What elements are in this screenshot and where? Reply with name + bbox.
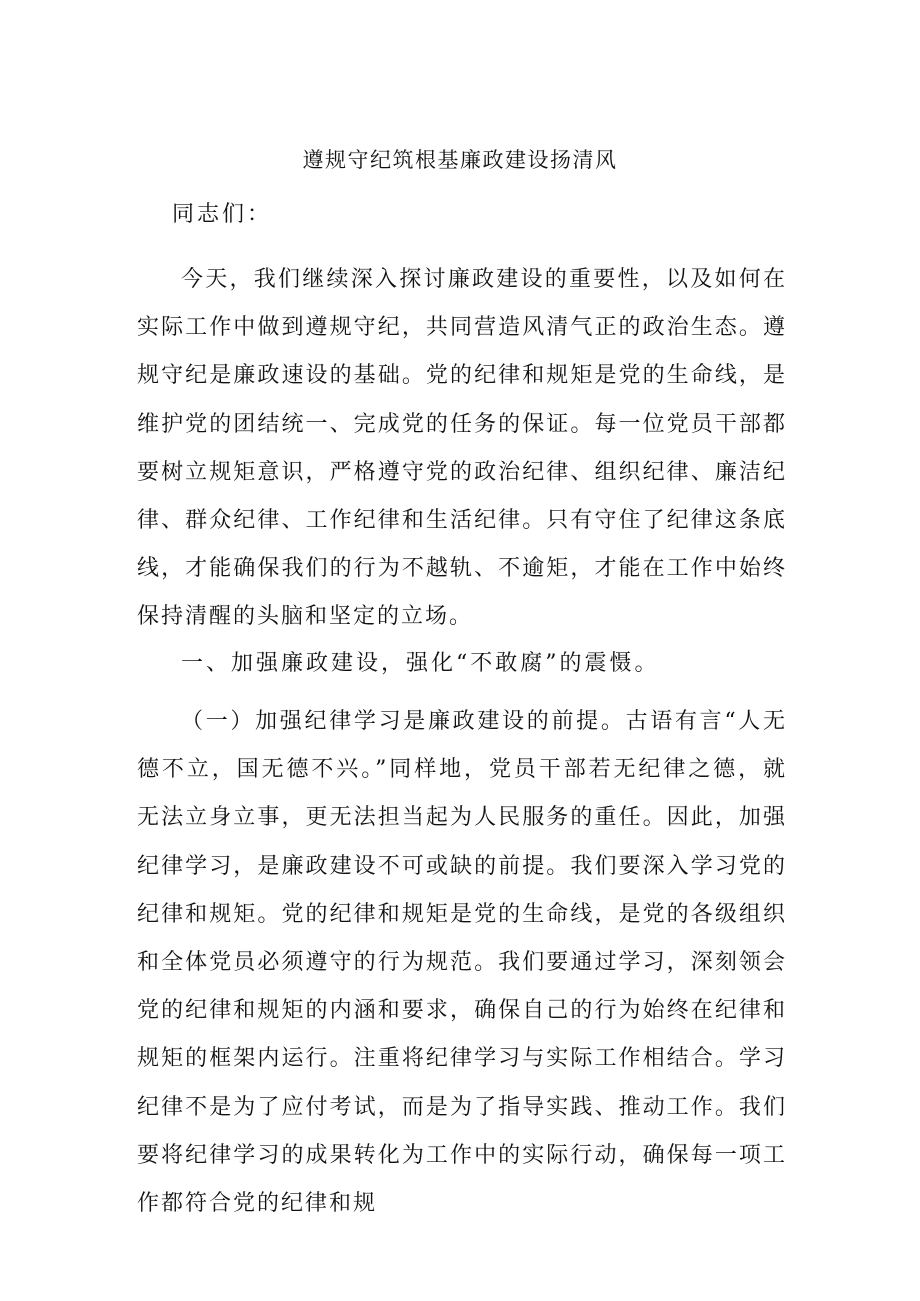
document-title: 遵规守纪筑根基廉政建设扬清风 [302, 148, 618, 172]
body-paragraph-intro: 今天，我们继续深入探讨廉政建设的重要性，以及如何在实际工作中做到遵规守纪，共同营造风清气正的政治生态。遵规守纪是廉政速设的基础。党的纪律和规矩是党的生命线，是维护党的团结统一、完成党的任务的保证。每一位党员干部都要树立规矩意识，严格遵守党的政治纪律、组织纪律、廉洁纪律、群众纪律、工作纪律和生活纪律。只有守住了纪律这条底线，才能确保我们的行为不越轨、不逾矩，才能在工作中始终保持清醒的头脑和坚定的立场。 [137, 267, 787, 630]
section-heading-1: 一、加强廉政建设，强化“不敢腐”的震慑。 [181, 651, 660, 676]
body-paragraph-section-1-1: （一）加强纪律学习是廉政建设的前提。古语有言“人无德不立，国无德不兴。”同样地，党员干部若无纪律之德，就无法立身立事，更无法担当起为人民服务的重任。因此，加强纪律学习，是廉政建设不可或缺的前提。我们要深入学习党的纪律和规矩。党的纪律和规矩是党的生命线，是党的各级组织和全体党员必须遵守的行为规范。我们要通过学习，深刻领会党的纪律和规矩的内涵和要求，确保自己的行为始终在纪律和规矩的框架内运行。注重将纪律学习与实际工作相结合。学习纪律不是为了应付考试，而是为了指导实践、推动工作。我们要将纪律学习的成果转化为工作中的实际行动，确保每一项工作都符合党的纪律和规 [137, 709, 787, 1217]
salutation: 同志们： [172, 202, 273, 227]
